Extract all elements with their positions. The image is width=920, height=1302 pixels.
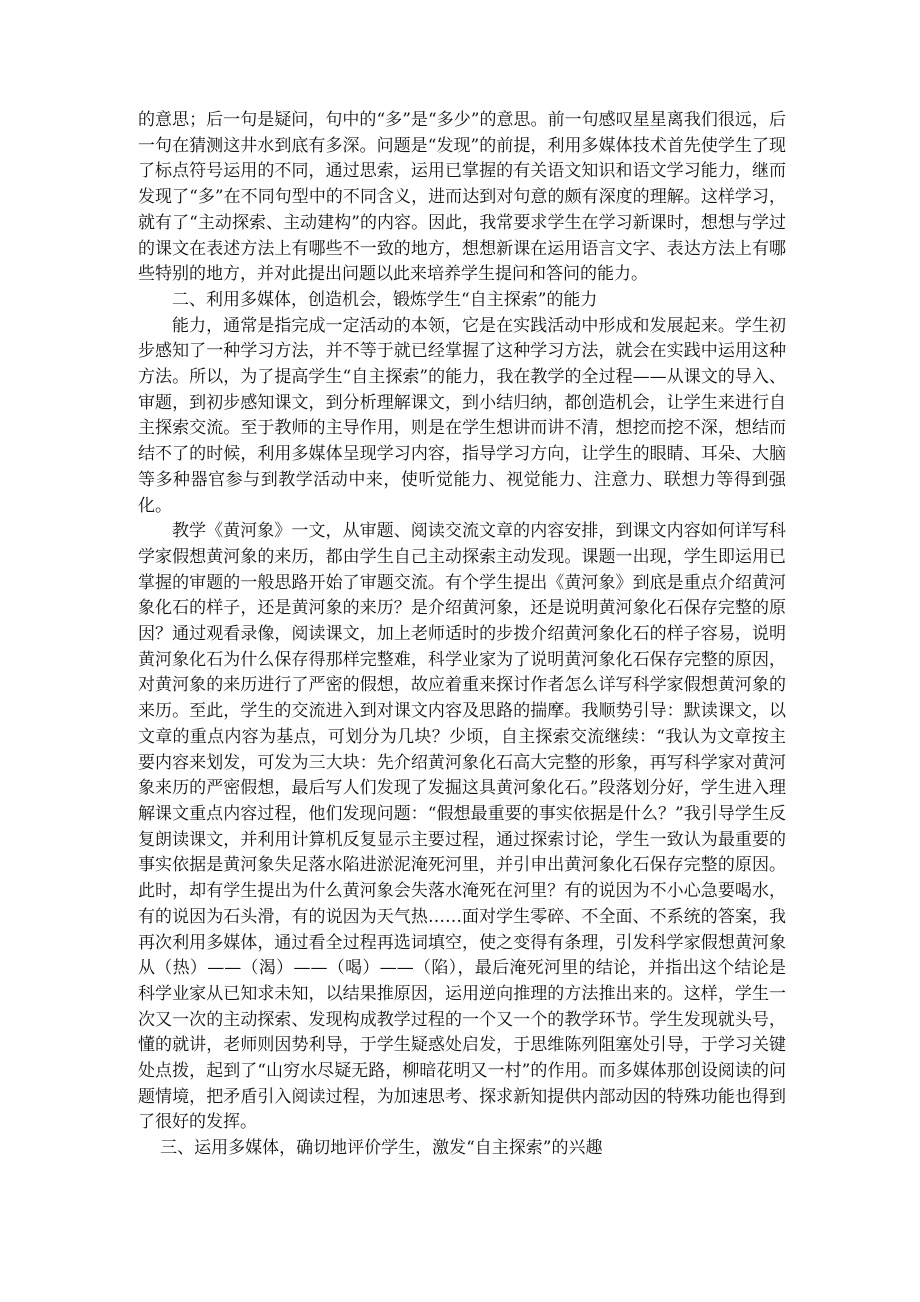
body-paragraph-1: 的意思；后一句是疑问，句中的“多”是“多少”的意思。前一句感叹星星离我们很远，后一句在猜测这井水到底有多深。问题是“发现”的前提，利用多媒体技术首先使学生了现了标点符号运用的不同，通过思索，运用已掌握的有关语文知识和语文学习能力，继而发现了“多”在不同句型中的不同含义，进而达到对句意的颇有深度的理解。这样学习，就有了“主动探索、主动建构”的内容。因此，我常要求学生在学习新课时，想想与学过的课文在表述方法上有哪些不一致的地方，想想新课在运用语言文字、表达方法上有哪些特别的地方，并对此提出问题以此来培养学生提问和答问的能力。 [138, 110, 786, 285]
document-page [138, 108, 786, 1162]
section-heading-2: 二、利用多媒体，创造机会，锻炼学生“自主探索”的能力 [172, 289, 598, 310]
section-heading-3: 三、运用多媒体，确切地评价学生，激发“自主探索”的兴趣 [160, 1138, 603, 1159]
body-paragraph-2: 能力，通常是指完成一定活动的本领，它是在实践活动中形成和发展起来。学生初步感知了一种学习方法，并不等于就已经掌握了这种学习方法，就会在实践中运用这种方法。所以，为了提高学生“自主探索”的能力，我在教学的全过程——从课文的导入、审题，到初步感知课文，到分析理解课文，到小结归纳，都创造机会，让学生来进行自主探索交流。至于教师的主导作用，则是在学生想讲而讲不清，想挖而挖不深，想结而结不了的时候，利用多媒体呈现学习内容，指导学习方向，让学生的眼睛、耳朵、大脑等多种器官参与到教学活动中来，使听觉能力、视觉能力、注意力、联想力等得到强化。 [138, 315, 786, 516]
body-paragraph-3: 教学《黄河象》一文，从审题、阅读交流文章的内容安排，到课文内容如何详写科学家假想黄河象的来历，都由学生自己主动探索主动发现。课题一出现，学生即运用已掌握的审题的一般思路开始了审题交流。有个学生提出《黄河象》到底是重点介绍黄河象化石的样子，还是黄河象的来历？是介绍黄河象，还是说明黄河象化石保存完整的原因？通过观看录像，阅读课文，加上老师适时的步拨介绍黄河象化石的样子容易，说明黄河象化石为什么保存得那样完整难，科学业家为了说明黄河象化石保存完整的原因，对黄河象的来历进行了严密的假想，故应着重来探讨作者怎么详写科学家假想黄河象的来历。至此，学生的交流进入到对课文内容及思路的揣摩。我顺势引导：默读课文，以文章的重点内容为基点，可划分为几块？少顷，自主探索交流继续：“我认为文章按主要内容来划发，可发为三大块：先介绍黄河象化石高大完整的形象，再写科学家对黄河象来历的严密假想，最后写人们发现了发掘这具黄河象化石。”段落划分好，学生进入理解课文重点内容过程，他们发现问题：“假想最重要的事实依据是什么？”我引导学生反复朗读课文，并利用计算机反复显示主要过程，通过探索讨论，学生一致认为最重要的事实依据是黄河象失足落水陷进淤泥淹死河里，并引申出黄河象化石保存完整的原因。此时，却有学生提出为什么黄河象会失落水淹死在河里？有的说因为不小心急要喝水，有的说因为石头滑，有的说因为天气热……面对学生零碎、不全面、不系统的答案，我再次利用多媒体，通过看全过程再选词填空，使之变得有条理，引发科学家假想黄河象从（热）——（渴）——（喝）——（陷），最后淹死河里的结论，并指出这个结论是科学业家从已知求未知，以结果推原因，运用逆向推理的方法推出来的。这样，学生一次又一次的主动探索、发现构成教学过程的一个又一个的教学环节。学生发现就头号，懂的就讲，老师则因势利导，于学生疑惑处启发，于思维陈列阻塞处引导，于学习关键处点拨，起到了“山穷水尽疑无路，柳暗花明又一村”的作用。而多媒体那创设阅读的问题情境，把矛盾引入阅读过程，为加速思考、探求新知提供内部动因的特殊功能也得到了很好的发挥。 [138, 521, 786, 1133]
